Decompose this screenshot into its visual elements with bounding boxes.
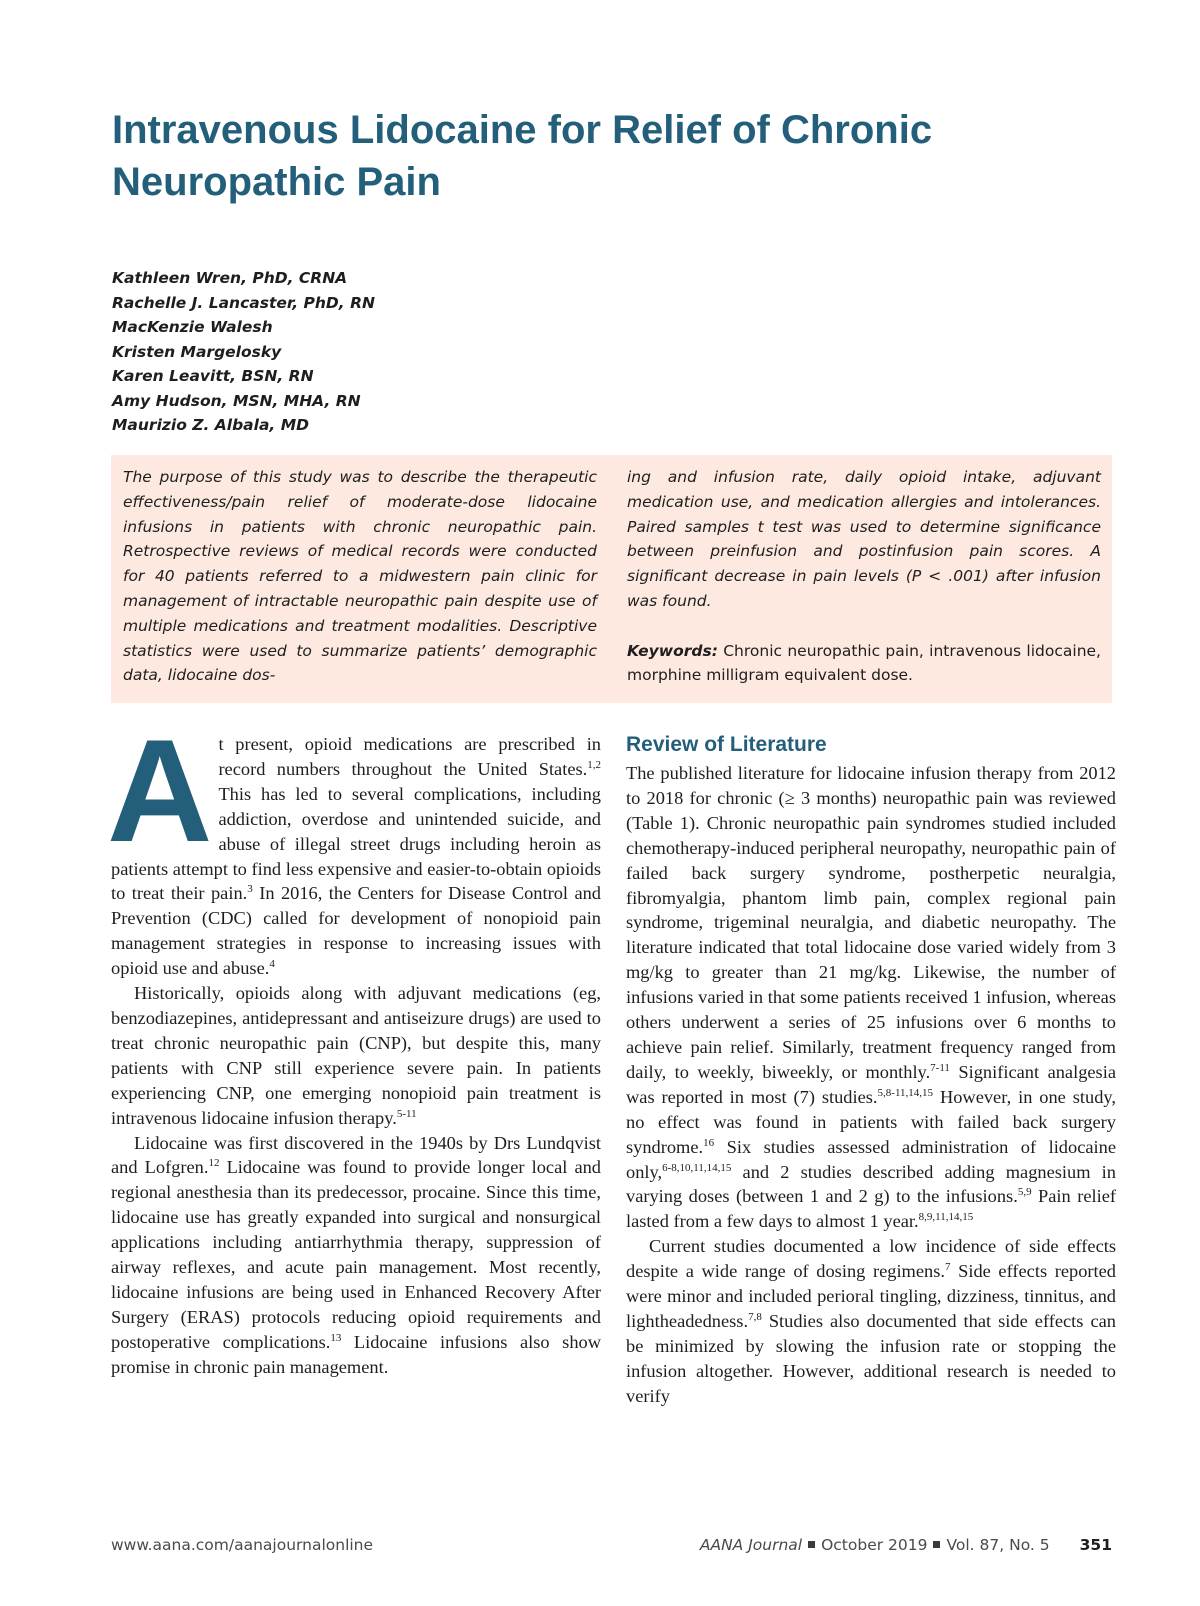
intro-paragraph-1	[107, 709, 602, 981]
citation: 7,8	[748, 1310, 762, 1323]
author-name: MacKenzie Walesh	[112, 318, 273, 336]
keywords-text: Chronic neuropathic pain, intravenous lidocaine, morphine milligram equivalent dose.	[627, 641, 1101, 685]
keywords	[627, 639, 1101, 689]
review-paragraph-2	[626, 1234, 1116, 1408]
author-name: Kristen Margelosky	[112, 342, 282, 361]
journal-url-link[interactable]: www.aana.com/aanajournalonline	[111, 1536, 374, 1554]
citation: 6-8,10,11,14,15	[662, 1161, 732, 1174]
text-run: t present, opioid medications are prescribed in record numbers throughout the United States.	[218, 734, 601, 779]
text-run: and 2 studies described adding magnesium in varying doses (between 1 and 2 g) to the infusions.	[626, 1161, 1116, 1207]
text-run: Lidocaine infusions also show promise in chronic pain management.	[111, 1331, 601, 1377]
citation: 8,9,11,14,15	[918, 1211, 974, 1224]
text-run: The published literature for lidocaine infusion therapy from 2012 to 2018 for chronic (≥ 3 months) neuropathic pain was reviewed (Table 1). Chronic neuropathic pain syndromes studied included chemotherapy-induced peripheral neuropathy, neuropathic pain of failed back surgery syndrome, postherpetic neuralgia, fibromyalgia, phantom limb pain, complex regional pain syndrome, trigeminal neuralgia, and diabetic neuropathy. The literature indicated that total lidocaine dose varied widely from 3 mg/kg to greater than 21 mg/kg. Likewise, the number of infusions varied in that some patients received 1 infusion, whereas others underwent a series of 25 infusions over 6 months to achieve pain relief. Similarly, treatment frequency ranged from daily, to weekly, biweekly, or monthly.	[626, 763, 1116, 1082]
citation: 7-11	[930, 1061, 950, 1074]
author-name: Kathleen Wren, PhD, CRNA	[112, 269, 348, 287]
page-footer	[111, 1533, 1112, 1557]
intro-paragraph-2	[111, 981, 601, 1130]
drop-cap: A	[107, 709, 213, 872]
text-run: Pain relief lasted from a few days to almost 1 year.	[626, 1186, 1117, 1232]
citation: 3	[247, 883, 253, 896]
citation: 5,9	[1017, 1186, 1032, 1199]
citation: 4	[269, 958, 275, 971]
volume-issue: Vol. 87, No. 5	[946, 1536, 1050, 1554]
citation: 12	[208, 1157, 220, 1170]
text-run: This has led to several complications, including addiction, overdose and unintended suicide, and abuse of illegal street drugs including heroin as patients attempt to find less expensive and easier-to-obtain opioids to treat their pain.	[111, 783, 601, 904]
author-list	[112, 266, 375, 438]
text-run: Studies also documented that side effects can be minimized by slowing the infusion rate or stopping the infusion altogether. However, additional research is needed to verify	[626, 1310, 1116, 1406]
text-run: Significant analgesia was reported in most (7) studies.	[626, 1061, 1116, 1107]
abstract-column-right	[627, 465, 1101, 688]
journal-citation	[700, 1533, 1112, 1557]
citation: 1,2	[587, 758, 601, 771]
title-line-2: Neuropathic Pain	[112, 160, 441, 204]
author-name: Rachelle J. Lancaster, PhD, RN	[112, 293, 375, 312]
intro-paragraph-3	[111, 1131, 601, 1380]
citation: 13	[330, 1331, 342, 1344]
text-run: Current studies documented a low incidence of side effects despite a wide range of dosing regimens.	[626, 1236, 1116, 1282]
keywords-label: Keywords:	[627, 641, 718, 660]
text-run: Historically, opioids along with adjuvant medications (eg, benzodiazepines, antidepressant and antiseizure drugs) are used to treat chronic neuropathic pain (CNP), but despite this, many patients with CNP still experience severe pain. In patients experiencing CNP, one emerging nonopioid pain treatment is intravenous lidocaine infusion therapy.	[111, 983, 601, 1128]
square-bullet-icon	[933, 1541, 940, 1548]
square-bullet-icon	[808, 1541, 815, 1548]
body-column-left	[107, 709, 602, 1380]
abstract-text-part-1: The purpose of this study was to describe the therapeutic effectiveness/pain relief of moderate-dose lidocaine infusions in patients with chronic neuropathic pain. Retrospective reviews of medical records were conducted for 40 patients referred to a midwestern pain clinic for management of intractable neuropathic pain despite use of multiple medications and treatment modalities. Descriptive statistics were used to summarize patients’ demographic data, lidocaine dos-	[123, 468, 597, 685]
journal-name: AANA Journal	[699, 1536, 803, 1554]
review-paragraph-1	[626, 761, 1116, 1234]
text-run: Lidocaine was found to provide longer local and regional anesthesia than its predecessor, procaine. Since this time, lidocaine use has greatly expanded into surgical and nonsurgical applications including antiarrhythmia therapy, suppression of airway reflexes, and acute pain management. Most recently, lidocaine infusions are being used in Enhanced Recovery After Surgery (ERAS) protocols reducing opioid requirements and postoperative complications.	[111, 1157, 602, 1352]
author-name: Maurizio Z. Albala, MD	[112, 416, 309, 434]
citation: 7	[944, 1261, 951, 1274]
body-column-right	[626, 732, 1116, 1409]
citation: 16	[703, 1136, 715, 1149]
author-name: Karen Leavitt, BSN, RN	[112, 367, 314, 385]
text-run: In 2016, the Centers for Disease Control and Prevention (CDC) called for development of nonopioid pain management strategies in response to increasing issues with opioid use and abuse.	[111, 883, 602, 979]
section-heading-review: Review of Literature	[626, 733, 827, 756]
abstract-text-part-2: ing and infusion rate, daily opioid intake, adjuvant medication use, and medication allergies and intolerances. Paired samples t test was used to determine significance between preinfusion and postinfusion pain scores. A significant decrease in pain levels (P < .001) after infusion was found.	[627, 468, 1101, 610]
abstract-box	[111, 455, 1112, 703]
text-run: Lidocaine was first discovered in the 1940s by Drs Lundqvist and Lofgren.	[111, 1132, 601, 1178]
issue-date: October 2019	[821, 1536, 928, 1554]
text-run: Six studies assessed administration of lidocaine only,	[626, 1136, 1116, 1182]
article-title	[112, 104, 1072, 208]
page-number: 351	[1079, 1536, 1112, 1554]
abstract-column-left	[123, 465, 597, 688]
title-line-1: Intravenous Lidocaine for Relief of Chronic	[112, 108, 933, 152]
text-run: However, in one study, no effect was found in patients with failed back surgery syndrome.	[626, 1086, 1116, 1157]
author-name: Amy Hudson, MSN, MHA, RN	[112, 391, 361, 410]
citation: 5-11	[396, 1107, 417, 1120]
citation: 5,8-11,14,15	[877, 1086, 934, 1099]
text-run: Side effects reported were minor and included perioral tingling, dizziness, tinnitus, and lightheadedness.	[626, 1261, 1116, 1331]
